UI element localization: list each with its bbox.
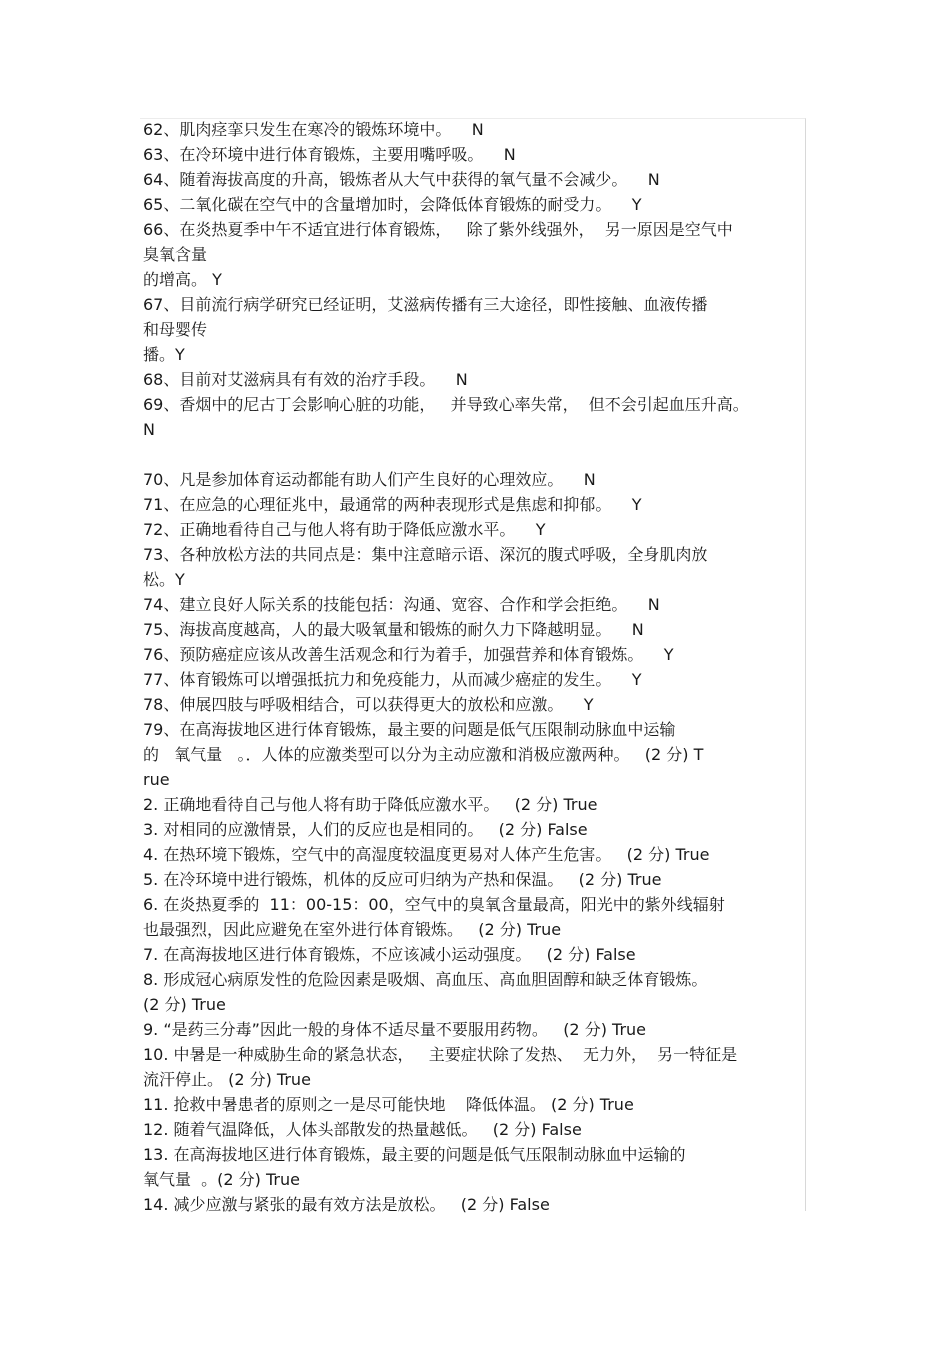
text-line: 2. 正确地看待自己与他人将有助于降低应激水平。 (2 分) True [143,795,598,814]
text-line: 松。Y [143,570,185,589]
text-line: 76、预防癌症应该从改善生活观念和行为着手，加强营养和体育锻炼。 Y [143,645,674,664]
text-line: 62、肌肉痉挛只发生在寒冷的锻炼环境中。 N [143,120,484,139]
text-line: 也最强烈，因此应避免在室外进行体育锻炼。 (2 分) True [143,920,562,939]
text-line: 67、目前流行病学研究已经证明，艾滋病传播有三大途径，即性接触、血液传播 [143,295,708,314]
text-line: 10. 中暑是一种威胁生命的紧急状态， 主要症状除了发热、 无力外， 另一特征是 [143,1045,738,1064]
text-line: 9. “是药三分毒”因此一般的身体不适尽量不要服用药物。 (2 分) True [143,1020,647,1039]
text-line: 71、在应急的心理征兆中，最通常的两种表现形式是焦虑和抑郁。 Y [143,495,642,514]
text-line: 3. 对相同的应激情景，人们的反应也是相同的。 (2 分) False [143,820,588,839]
text-line: 78、伸展四肢与呼吸相结合，可以获得更大的放松和应激。 Y [143,695,594,714]
text-line: 4. 在热环境下锻炼，空气中的高湿度较温度更易对人体产生危害。 (2 分) True [143,845,710,864]
text-line: 13. 在高海拔地区进行体育锻炼，最主要的问题是低气压限制动脉血中运输的 [143,1145,686,1164]
text-line: 12. 随着气温降低，人体头部散发的热量越低。 (2 分) False [143,1120,582,1139]
text-line: 流汗停止。 (2 分) True [143,1070,311,1089]
text-line: 74、建立良好人际关系的技能包括：沟通、宽容、合作和学会拒绝。 N [143,595,660,614]
text-line: 14. 减少应激与紧张的最有效方法是放松。 (2 分) False [143,1195,550,1214]
text-line: 66、在炎热夏季中午不适宜进行体育锻炼， 除了紫外线强外， 另一原因是空气中 [143,220,733,239]
text-line: N [143,420,155,439]
text-line: 6. 在炎热夏季的 11：00-15：00，空气中的臭氧含量最高，阳光中的紫外线辐射 [143,895,725,914]
text-line: 75、海拔高度越高，人的最大吸氧量和锻炼的耐久力下降越明显。 N [143,620,644,639]
text-line: (2 分) True [143,995,226,1014]
text-line: 63、在冷环境中进行体育锻炼，主要用嘴呼吸。 N [143,145,516,164]
text-line: 7. 在高海拔地区进行体育锻炼，不应该减小运动强度。 (2 分) False [143,945,636,964]
text-line: 70、凡是参加体育运动都能有助人们产生良好的心理效应。 N [143,470,596,489]
text-line: 11. 抢救中暑患者的原则之一是尽可能快地 降低体温。 (2 分) True [143,1095,634,1114]
text-line: 68、目前对艾滋病具有有效的治疗手段。 N [143,370,468,389]
text-line: 臭氧含量 [143,245,208,264]
text-line: 氧气量 。(2 分) True [143,1170,300,1189]
text-line: 64、随着海拔高度的升高，锻炼者从大气中获得的氧气量不会减少。 N [143,170,660,189]
text-line: 72、正确地看待自己与他人将有助于降低应激水平。 Y [143,520,546,539]
document-text [143,117,807,1217]
text-line: 的增高。 Y [143,270,222,289]
text-line: 5. 在冷环境中进行锻炼，机体的反应可归纳为产热和保温。 (2 分) True [143,870,662,889]
text-line: 79、在高海拔地区进行体育锻炼，最主要的问题是低气压限制动脉血中运输 [143,720,676,739]
text-line: 8. 形成冠心病原发性的危险因素是吸烟、高血压、高血胆固醇和缺乏体育锻炼。 [143,970,708,989]
blank-line [143,442,807,467]
text-line: 65、二氧化碳在空气中的含量增加时，会降低体育锻炼的耐受力。 Y [143,195,642,214]
text-line: 播。Y [143,345,185,364]
text-line: 73、各种放松方法的共同点是：集中注意暗示语、深沉的腹式呼吸，全身肌肉放 [143,545,708,564]
text-line: 77、体育锻炼可以增强抵抗力和免疫能力，从而减少癌症的发生。 Y [143,670,642,689]
text-line: 的 氧气量 。．人体的应激类型可以分为主动应激和消极应激两种。 (2 分) T [143,745,704,764]
text-line: 69、香烟中的尼古丁会影响心脏的功能， 并导致心率失常， 但不会引起血压升高。 [143,395,749,414]
text-line: rue [143,770,170,789]
text-line: 和母婴传 [143,320,208,339]
